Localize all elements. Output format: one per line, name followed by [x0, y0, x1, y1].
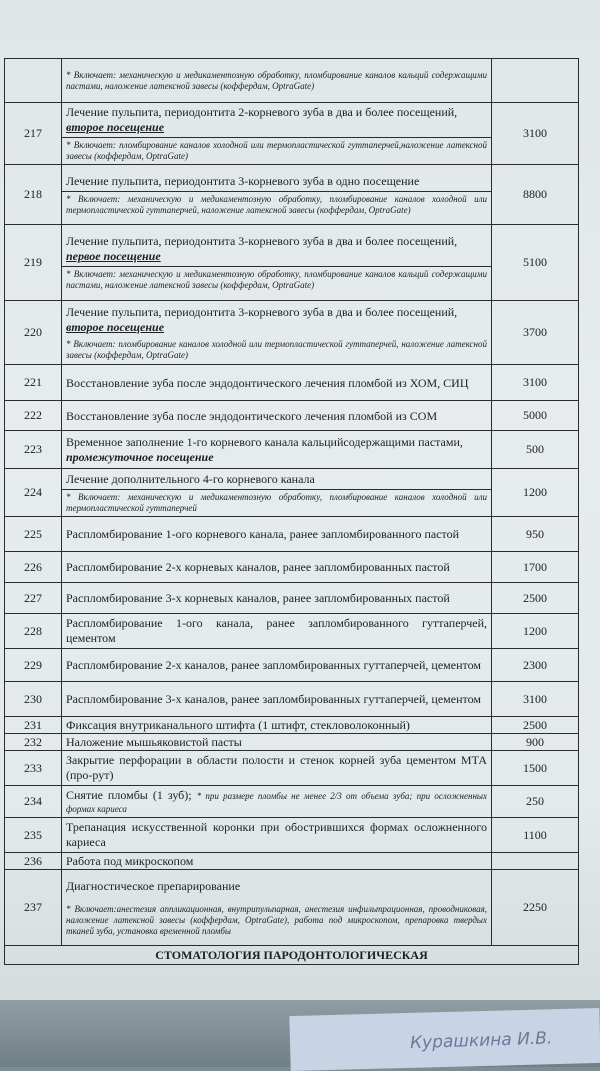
row-title: Распломбирование 2-х каналов, ранее запломбированных гуттаперчей, цементом [66, 657, 481, 672]
row-number: 229 [5, 649, 62, 682]
row-number: 236 [5, 853, 62, 870]
row-title: Снятие пломбы (1 зуб); * при размере пломбы не менее 2/3 от объема зуба; при осложненных формах кариеса [66, 787, 488, 814]
table-row [5, 786, 579, 818]
table-row [5, 365, 579, 401]
row-number: 234 [5, 786, 62, 818]
row-number: 227 [5, 583, 62, 614]
table-row [5, 870, 579, 946]
row-number: 226 [5, 552, 62, 583]
table-row [5, 552, 579, 583]
handwritten-name: Курашкина И.В. [409, 1028, 553, 1054]
row-number: 221 [5, 365, 62, 401]
section-heading-row [5, 946, 579, 965]
row-title: Распломбирование 1-ого канала, ранее запломбированного гуттаперчей, цементом [66, 616, 487, 645]
row-title: Распломбирование 1-ого корневого канала, ранее запломбированного пастой [66, 527, 460, 541]
table-row [5, 818, 579, 853]
row-title: Закрытие перфорации в области полости и стенок корней зуба цементом МТА (про-рут) [66, 753, 487, 782]
row-number [5, 59, 62, 103]
row-title: Трепанация искусственной коронки при обострившихся формах осложненного кариеса [66, 820, 487, 849]
row-title: Распломбирование 3-х каналов, ранее запломбированных гуттаперчей, цементом [66, 691, 481, 706]
row-title: Работа под микроскопом [66, 854, 194, 868]
table-row [5, 165, 579, 225]
row-price [492, 59, 579, 103]
table-row [5, 649, 579, 682]
row-title: Фиксация внутриканального штифта (1 штифт, стекловолоконный) [66, 718, 410, 732]
table-row [5, 583, 579, 614]
row-number: 217 [5, 103, 62, 165]
row-price: 1100 [492, 818, 579, 853]
table-row [5, 517, 579, 552]
row-price [492, 853, 579, 870]
row-price: 2250 [492, 870, 579, 946]
row-title: Диагностическое препарирование [66, 879, 241, 893]
table-row [5, 301, 579, 365]
row-note: * Включает: механическую и медикаментозную обработку, пломбирование каналов холодной или термопластической гуттаперчей [62, 489, 491, 516]
row-number: 233 [5, 751, 62, 786]
table-row [5, 431, 579, 469]
row-price: 900 [492, 734, 579, 751]
row-price: 5100 [492, 225, 579, 301]
row-price: 8800 [492, 165, 579, 225]
row-number: 220 [5, 301, 62, 365]
row-price: 250 [492, 786, 579, 818]
table-row [5, 682, 579, 717]
row-title: Лечение пульпита, периодонтита 3-корневого зуба в одно посещение [66, 174, 420, 188]
table-row [5, 103, 579, 165]
table-row [5, 469, 579, 517]
table-row [5, 734, 579, 751]
row-number: 232 [5, 734, 62, 751]
row-qualifier: промежуточное посещение [66, 449, 214, 464]
row-note: * Включает:анестезия аппликационная, внутрипульпарная, анестезия инфильтрационная, проводниковая, наложение латексной завесы (коффердам, OptraGate), работа под микроскопом, препаровка твердых тканей зуба, установка временной пломбы [66, 904, 487, 936]
row-title: Временное заполнение 1-го корневого канала кальцийсодержащими пастами, промежуточное посещение [66, 434, 463, 464]
table-row [5, 401, 579, 431]
row-title: Лечение пульпита, периодонтита 2-корневого зуба в два и более посещений, второе посещение [66, 105, 458, 134]
row-price: 3100 [492, 365, 579, 401]
row-title: Лечение пульпита, периодонтита 3-корневого зуба в два и более посещений, первое посещение [66, 234, 458, 263]
row-title: Восстановление зуба после эндодонтического лечения пломбой из СОМ [66, 408, 438, 423]
row-price: 2500 [492, 583, 579, 614]
table-row [5, 853, 579, 870]
row-title: Лечение дополнительного 4-го корневого канала [66, 472, 315, 486]
row-inline-note: * при размере пломбы не менее 2/3 от объема зуба; при осложненных формах кариеса [66, 790, 488, 814]
row-number: 237 [5, 870, 62, 946]
table-row [5, 717, 579, 734]
row-number: 223 [5, 431, 62, 469]
row-price: 1200 [492, 469, 579, 517]
row-price: 1200 [492, 614, 579, 649]
row-price: 2500 [492, 717, 579, 734]
row-note: * Включает: механическую и медикаментозную обработку, пломбирование каналов холодной или термопластической гуттаперчей, наложение латексной завесы (коффердам, OptraGate) [62, 191, 491, 218]
table-row [5, 225, 579, 301]
row-number: 219 [5, 225, 62, 301]
section-heading: СТОМАТОЛОГИЯ ПАРОДОНТОЛОГИЧЕСКАЯ [5, 946, 579, 965]
row-title: Наложение мышьяковистой пасты [66, 735, 242, 749]
row-note: * Включает: механическую и медикаментозную обработку, пломбирование каналов кальций содержащими пастами, наложение латексной завесы (коффердам, OptraGate) [62, 266, 491, 293]
row-number: 225 [5, 517, 62, 552]
row-price: 500 [492, 431, 579, 469]
row-note: * Включает: пломбирование каналов холодной или термопластической гуттаперчей, наложение латексной завесы (коффердам, OptraGate) [66, 338, 488, 360]
row-price: 5000 [492, 401, 579, 431]
row-number: 230 [5, 682, 62, 717]
row-qualifier: второе посещение [66, 319, 165, 334]
row-price: 1500 [492, 751, 579, 786]
row-price: 950 [492, 517, 579, 552]
row-price: 3100 [492, 103, 579, 165]
row-title: Лечение пульпита, периодонтита 3-корневого зуба в два и более посещений, второе посещение [66, 304, 458, 334]
price-table [4, 58, 579, 965]
row-note: * Включает: механическую и медикаментозную обработку, пломбирование каналов кальций содержащими пастами, наложение латексной завесы (коффердам, OptraGate) [66, 69, 488, 91]
row-note: * Включает: пломбирование каналов холодной или термопластической гуттаперчей,наложение латексной завесы (коффердам, OptraGate) [62, 137, 491, 164]
row-number: 224 [5, 469, 62, 517]
row-title: Восстановление зуба после эндодонтического лечения пломбой из ХОМ, СИЦ [66, 375, 469, 390]
table-row [5, 614, 579, 649]
row-number: 231 [5, 717, 62, 734]
table-row [5, 59, 579, 103]
row-price: 2300 [492, 649, 579, 682]
row-price: 3700 [492, 301, 579, 365]
row-number: 222 [5, 401, 62, 431]
row-number: 228 [5, 614, 62, 649]
row-qualifier: первое посещение [66, 249, 161, 263]
row-number: 235 [5, 818, 62, 853]
row-title: Распломбирование 3-х корневых каналов, ранее запломбированных пастой [66, 591, 450, 605]
row-number: 218 [5, 165, 62, 225]
table-row [5, 751, 579, 786]
row-qualifier: второе посещение [66, 120, 165, 134]
row-price: 3100 [492, 682, 579, 717]
row-price: 1700 [492, 552, 579, 583]
row-title: Распломбирование 2-х корневых каналов, ранее запломбированных пастой [66, 560, 450, 574]
